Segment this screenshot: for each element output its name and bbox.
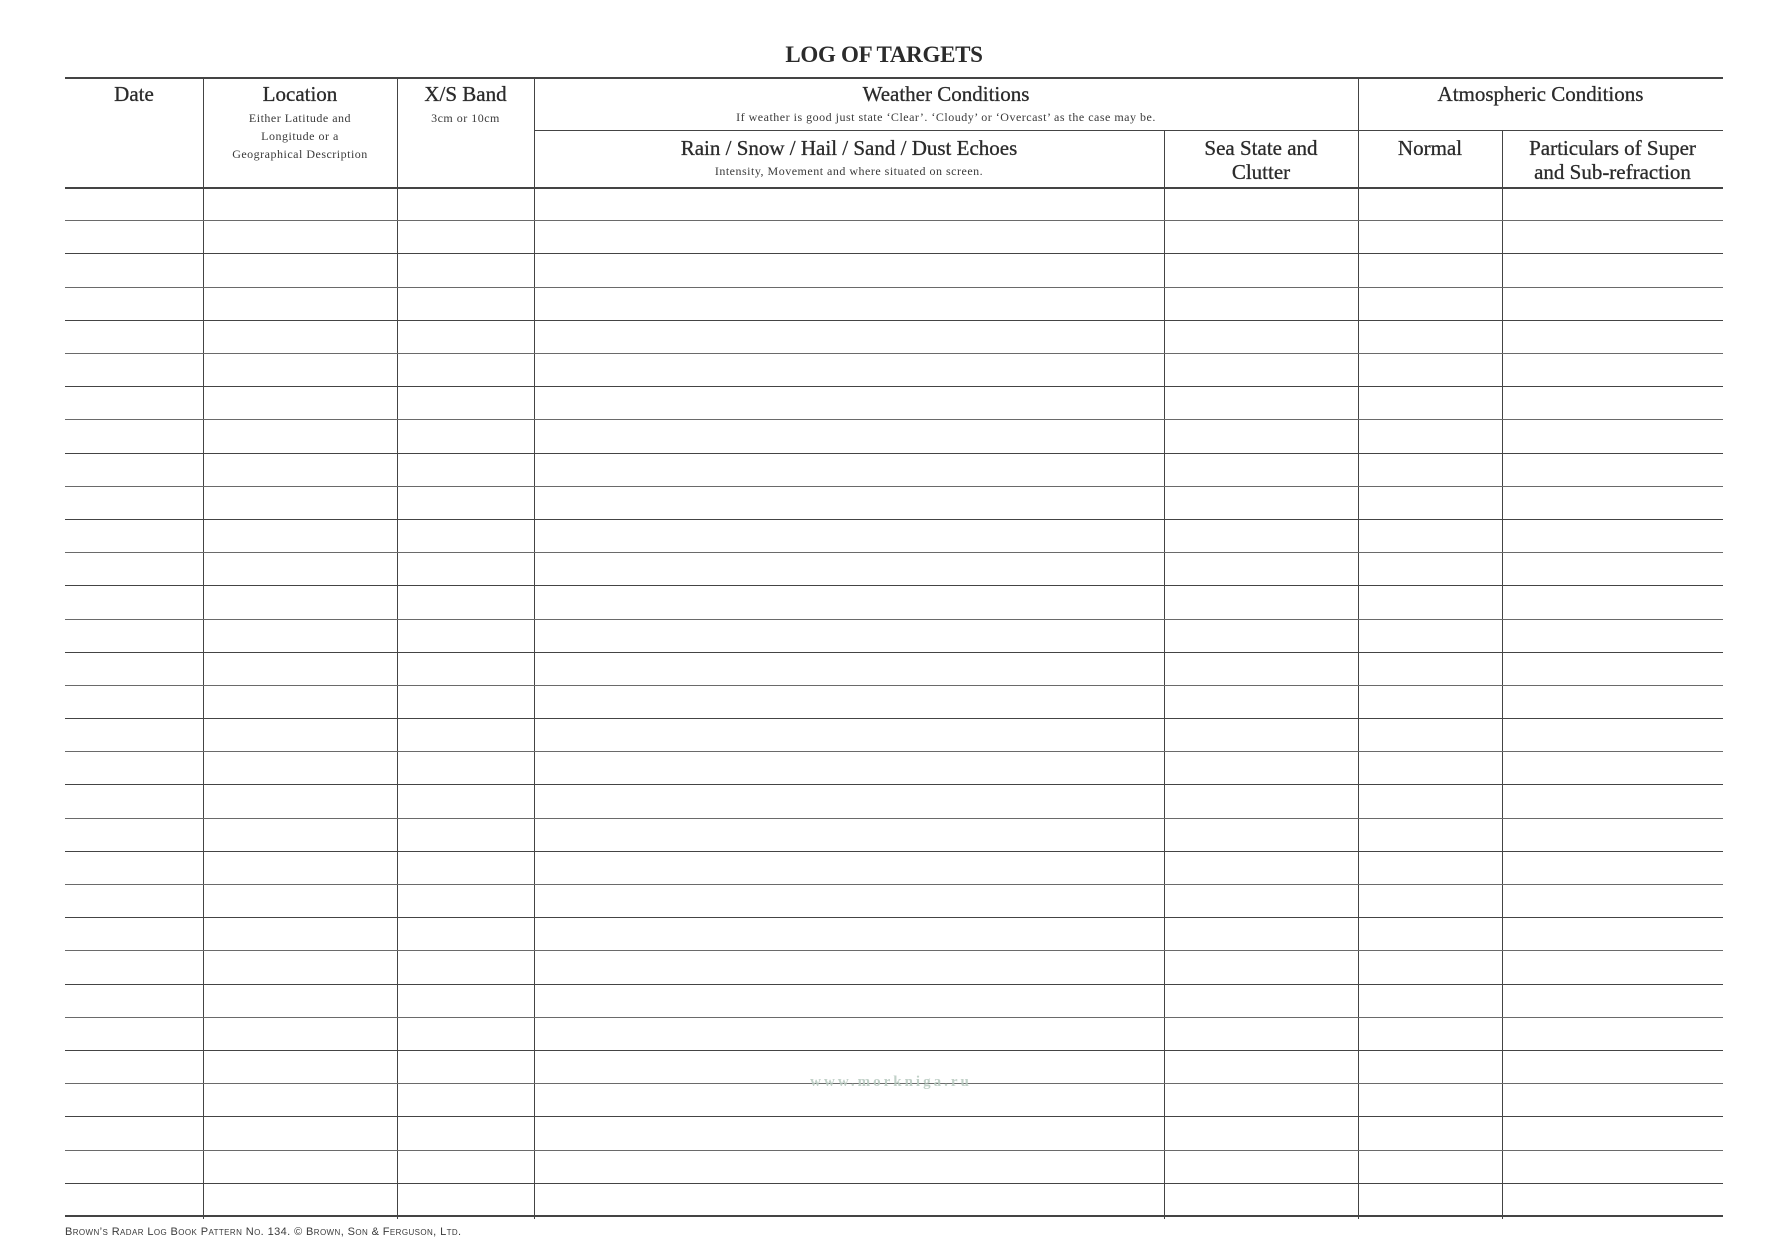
log-row (65, 387, 1723, 420)
header-refraction-label-line: Particulars of Super (1529, 136, 1696, 160)
log-row (65, 620, 1723, 653)
header-sea-state (1164, 136, 1358, 184)
log-row (65, 819, 1723, 852)
watermark: www.morkniga.ru (810, 1074, 972, 1090)
log-row (65, 951, 1723, 984)
log-row (65, 188, 1723, 221)
table-top-rule (65, 77, 1723, 79)
log-row (65, 254, 1723, 287)
header-weather (534, 82, 1358, 125)
log-row (65, 719, 1723, 752)
header-weather-label: Weather Conditions (862, 82, 1030, 106)
header-echoes (534, 136, 1164, 179)
footer-credit: Brown’s Radar Log Book Pattern No. 134. © Brown, Son & Ferguson, Ltd. (65, 1226, 462, 1238)
header-normal (1358, 136, 1502, 160)
header-atmospheric (1358, 82, 1723, 106)
page-title: LOG OF TARGETS (785, 42, 983, 67)
header-refraction-label-line: and Sub-refraction (1534, 160, 1691, 184)
log-row (65, 1117, 1723, 1150)
header-band-note: 3cm or 10cm (431, 111, 500, 125)
header-echoes-label: Rain / Snow / Hail / Sand / Dust Echoes (680, 136, 1018, 160)
log-row (65, 321, 1723, 354)
header-date-label: Date (114, 82, 154, 106)
log-row (65, 985, 1723, 1018)
header-band (397, 82, 534, 127)
log-row (65, 1151, 1723, 1184)
log-row (65, 221, 1723, 254)
log-row (65, 653, 1723, 686)
header-sub-rule (534, 130, 1723, 131)
header-location-note-line: Longitude or a (261, 129, 339, 143)
log-row (65, 1018, 1723, 1051)
log-row (65, 586, 1723, 619)
log-row (65, 885, 1723, 918)
header-date (65, 82, 203, 106)
log-row (65, 520, 1723, 553)
log-row (65, 785, 1723, 818)
log-row (65, 752, 1723, 785)
log-row (65, 553, 1723, 586)
log-row (65, 686, 1723, 719)
header-refraction (1502, 136, 1723, 184)
log-row (65, 852, 1723, 885)
header-atmospheric-label: Atmospheric Conditions (1437, 82, 1644, 106)
log-row (65, 918, 1723, 951)
header-echoes-note: Intensity, Movement and where situated on screen. (714, 164, 984, 178)
header-location-label: Location (262, 82, 338, 106)
log-row (65, 288, 1723, 321)
log-row (65, 1184, 1723, 1217)
log-row (65, 454, 1723, 487)
header-location (203, 82, 397, 163)
log-row (65, 487, 1723, 520)
header-weather-note: If weather is good just state ‘Clear’. ‘Cloudy’ or ‘Overcast’ as the case may be. (736, 110, 1156, 124)
header-sea-state-label-line: Sea State and (1204, 136, 1318, 160)
header-location-note-line: Geographical Description (232, 147, 368, 161)
header-band-label: X/S Band (424, 82, 507, 106)
header-sea-state-label-line: Clutter (1231, 160, 1291, 184)
header-normal-label: Normal (1397, 136, 1463, 160)
log-row (65, 354, 1723, 387)
log-row (65, 420, 1723, 453)
header-location-note-line: Either Latitude and (248, 111, 352, 125)
